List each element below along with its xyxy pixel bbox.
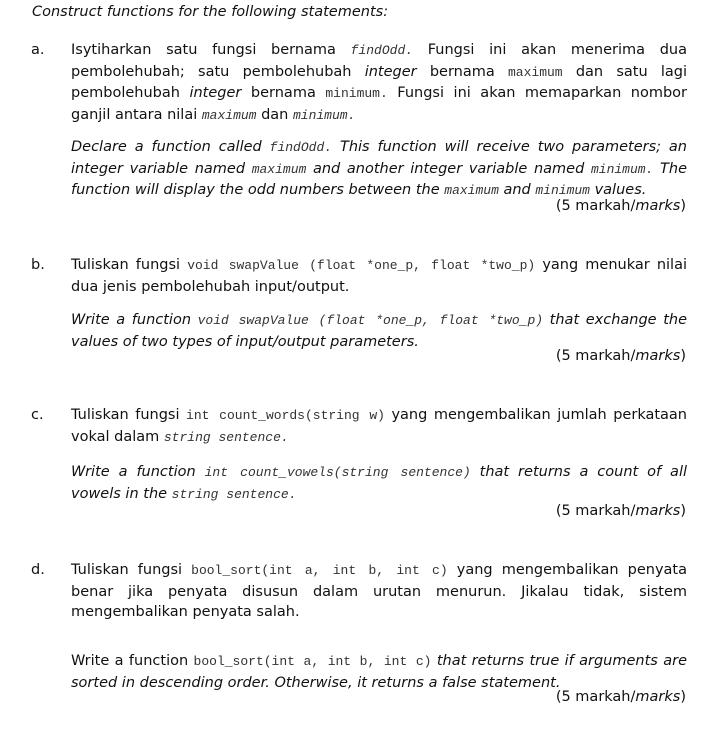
question-a-malay: Isytiharkan satu fungsi bernama findOdd. Fungsi ini akan menerima dua pembolehubah; satu pembolehubah integer bernama maximum dan satu lagi pembolehubah integer bernama minimum. Fungsi ini akan memaparkan nombor ganjil antara nilai maximum dan minimum. — [71, 42, 687, 123]
question-b-english: Write a function void swapValue (float *one_p, float *two_p) that exchange the values of two types of input/output parameters. — [71, 312, 688, 350]
question-b-malay: Tuliskan fungsi void swapValue (float *one_p, float *two_p) yang menukar nilai dua jenis pembolehubah input/output. — [71, 257, 687, 295]
question-b-marks: (5 markah/marks) — [555, 348, 686, 364]
question-c-marks: (5 markah/marks) — [555, 503, 686, 519]
question-d-malay: Tuliskan fungsi bool_sort(int a, int b, int c) yang mengembalikan penyata benar jika penyata disusun dalam urutan menurun. Jikalau tidak, sistem mengembalikan penyata salah. — [71, 562, 687, 620]
question-d-english: Write a function bool_sort(int a, int b, int c) that returns true if arguments are sorted in descending order. Otherwise, it returns a false statement. — [71, 653, 687, 691]
question-a-marks: (5 markah/marks) — [555, 198, 686, 214]
question-c-english: Write a function int count_vowels(string sentence) that returns a count of all vowels in the string sentence. — [71, 464, 687, 502]
question-a-letter: a. — [31, 42, 45, 58]
question-c-letter: c. — [31, 407, 44, 423]
question-c-malay: Tuliskan fungsi int count_words(string w) yang mengembalikan jumlah perkataan vokal dalam string sentence. — [71, 407, 687, 445]
question-d-marks: (5 markah/marks) — [555, 689, 686, 705]
question-d-letter: d. — [31, 562, 45, 578]
question-a-english: Declare a function called findOdd. This function will receive two parameters; an integer variable named maximum and another integer variable named minimum. The function will display the odd numbers between the maximum and minimum values. — [71, 139, 688, 198]
question-b-letter: b. — [31, 257, 45, 273]
page-heading: Construct functions for the following statements: — [32, 4, 389, 20]
